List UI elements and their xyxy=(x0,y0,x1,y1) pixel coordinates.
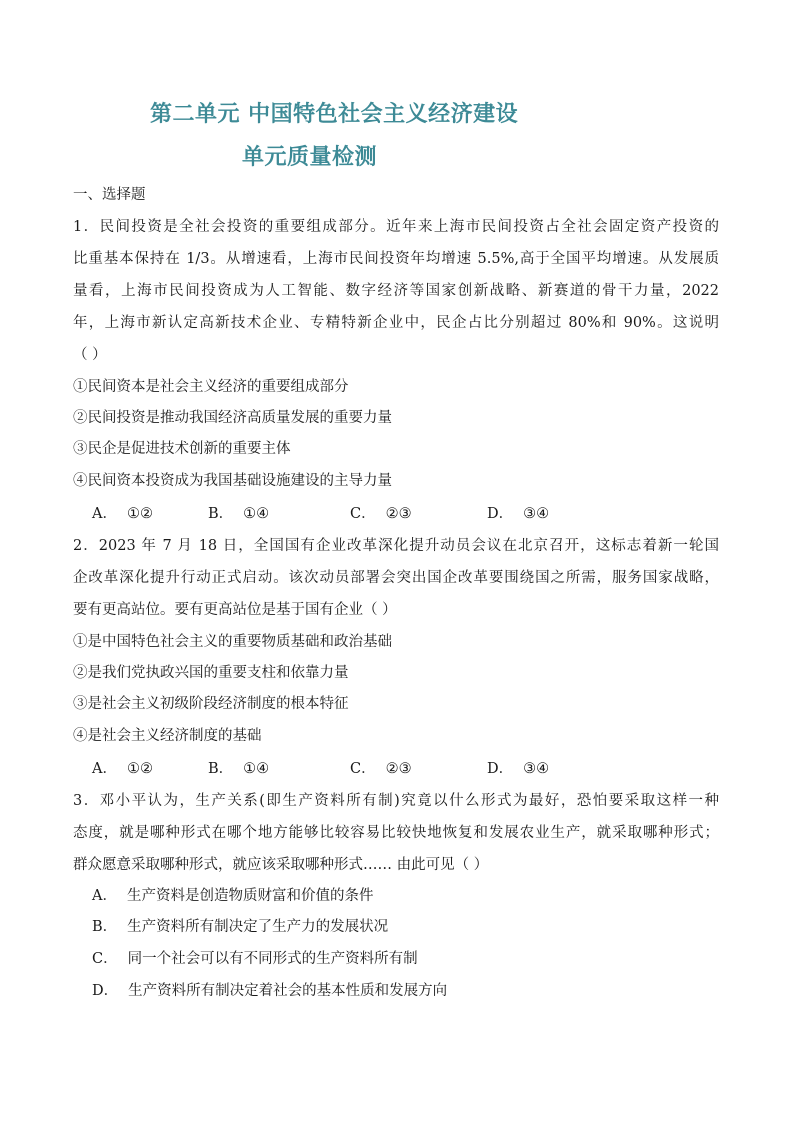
option-text: ③④ xyxy=(523,506,550,522)
question-stem-line: 年，上海市新认定高新技术企业、专精特新企业中，民企占比分别超过 80%和 90%。这说明 xyxy=(73,315,719,331)
option-text: ③④ xyxy=(523,761,550,777)
question-stem-line: 群众愿意采取哪种形式，就应该采取哪种形式…… 由此可见（ ） xyxy=(73,857,489,873)
option-label: D． xyxy=(487,506,514,522)
option-a[interactable] xyxy=(92,762,153,777)
option-text: ①② xyxy=(126,506,153,522)
option-c[interactable] xyxy=(350,762,412,777)
option-label: A． xyxy=(92,761,117,777)
section-heading: 一、选择题 xyxy=(73,187,146,203)
option-text: ①② xyxy=(126,761,153,777)
option-text: ①④ xyxy=(243,506,270,522)
question-stem-line: 1．民间投资是全社会投资的重要组成部分。近年来上海市民间投资占全社会固定资产投资的 xyxy=(73,219,719,235)
unit-subtitle: 单元质量检测 xyxy=(242,145,378,170)
option-label: A． xyxy=(92,506,117,522)
statement-1: ①民间资本是社会主义经济的重要组成部分 xyxy=(73,379,349,395)
option-text: ②③ xyxy=(385,761,412,777)
question-stem-line: 比重基本保持在 1/3。从增速看，上海市民间投资年均增速 5.5%,高于全国平均增速。从发展质 xyxy=(73,251,719,267)
question-stem-line: 要有更高站位。要有更高站位是基于国有企业（ ） xyxy=(73,602,397,618)
option-a[interactable] xyxy=(92,889,373,904)
question-stem-line: 企改革深化提升行动正式启动。该次动员部署会突出国企改革要围绕国之所需，服务国家战略， xyxy=(73,570,719,586)
question-stem-line: 态度，就是哪种形式在哪个地方能够比较容易比较快地恢复和发展农业生产，就采取哪种形式； xyxy=(73,825,719,841)
option-text: 同一个社会可以有不同形式的生产资料所有制 xyxy=(127,951,418,967)
option-label: C． xyxy=(350,506,376,522)
statement-3: ③民企是促进技术创新的重要主体 xyxy=(73,441,291,457)
answer-blank: （ ） xyxy=(73,347,107,363)
statement-1: ①是中国特色社会主义的重要物质基础和政治基础 xyxy=(73,634,392,650)
option-label: C． xyxy=(350,761,376,777)
option-label: B． xyxy=(208,506,234,522)
option-b[interactable] xyxy=(92,920,388,935)
option-d[interactable] xyxy=(487,507,549,522)
question-stem-line: 量看，上海市民间投资成为人工智能、数字经济等国家创新战略、新赛道的骨干力量，2022 xyxy=(73,283,719,299)
option-label: A． xyxy=(92,888,117,904)
option-d[interactable] xyxy=(92,984,447,999)
option-c[interactable] xyxy=(350,507,412,522)
option-b[interactable] xyxy=(208,507,269,522)
question-stem-line: 3．邓小平认为，生产关系(即生产资料所有制)究竟以什么形式为最好，恐怕要采取这样一种 xyxy=(73,793,719,809)
statement-2: ②民间投资是推动我国经济高质量发展的重要力量 xyxy=(73,410,392,426)
statement-4: ④是社会主义经济制度的基础 xyxy=(73,728,262,744)
option-text: ①④ xyxy=(243,761,270,777)
option-label: D． xyxy=(92,983,119,999)
statement-3: ③是社会主义初级阶段经济制度的根本特征 xyxy=(73,696,349,712)
option-label: B． xyxy=(92,919,118,935)
option-c[interactable] xyxy=(92,952,418,967)
option-text: 生产资料所有制决定着社会的基本性质和发展方向 xyxy=(128,983,448,999)
statement-2: ②是我们党执政兴国的重要支柱和依靠力量 xyxy=(73,665,349,681)
statement-4: ④民间资本投资成为我国基础设施建设的主导力量 xyxy=(73,473,392,489)
option-label: B． xyxy=(208,761,234,777)
option-label: D． xyxy=(487,761,514,777)
option-b[interactable] xyxy=(208,762,269,777)
unit-title: 第二单元 中国特色社会主义经济建设 xyxy=(150,102,519,127)
option-label: C． xyxy=(92,951,118,967)
option-text: ②③ xyxy=(385,506,412,522)
option-d[interactable] xyxy=(487,762,549,777)
question-stem-line: 2．2023 年 7 月 18 日，全国国有企业改革深化提升动员会议在北京召开，这标志着新一轮国 xyxy=(73,538,719,554)
option-a[interactable] xyxy=(92,507,153,522)
option-text: 生产资料是创造物质财富和价值的条件 xyxy=(126,888,374,904)
option-text: 生产资料所有制决定了生产力的发展状况 xyxy=(127,919,389,935)
